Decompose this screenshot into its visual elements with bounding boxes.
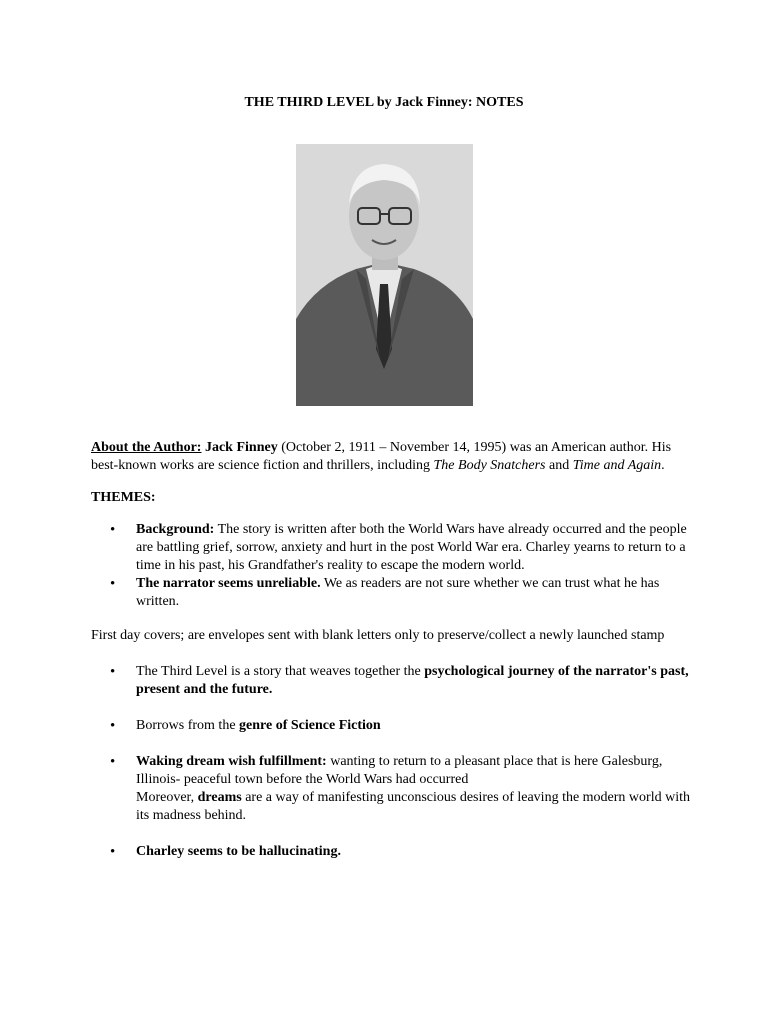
about-text: (October 2, 1911 – November 14, 1995) was an American author. His best-known works are science fiction and thrillers, including [91,440,672,473]
author-portrait [296,144,473,406]
point-bold: dreams [197,790,242,805]
point-text: are a way of manifesting unconscious desires of leaving the modern world with its madness behind. [136,790,690,823]
theme-bold: The narrator seems unreliable. [136,576,321,591]
point-bold: psychological journey of the narrator's past, present and the future. [136,664,689,697]
point-text: The Third Level is a story that weaves together the [136,664,425,679]
theme-text: We as readers are not sure whether we can trust what he has written. [136,576,660,609]
author-portrait-image [296,144,473,406]
theme-bold: Background: [136,522,215,537]
about-and: and [545,458,573,473]
point-item [91,663,691,699]
document-body [91,439,691,861]
themes-heading: THEMES: [91,490,156,505]
point-item [91,717,691,735]
about-author-paragraph [91,439,691,475]
author-name: Jack Finney [204,440,278,455]
point-item [91,843,691,861]
page-title: THE THIRD LEVEL by Jack Finney: NOTES [244,95,524,110]
point-item [91,753,691,825]
point-bold: Waking dream wish fulfillment: [136,754,327,769]
book-title-2: Time and Again [572,458,662,473]
points-list [91,663,691,861]
point-text: Borrows from the [136,718,240,733]
book-title-1: The Body Snatchers [433,458,546,473]
themes-list [91,521,691,611]
point-text: wanting to return to a pleasant place that is here Galesburg, Illinois- peaceful town before the World Wars had occurred [136,754,663,787]
point-bold: Charley seems to be hallucinating. [136,844,341,859]
point-bold: genre of Science Fiction [239,718,381,733]
theme-item [91,521,691,575]
theme-item [91,575,691,611]
about-author-label: About the Author: [91,440,202,455]
theme-text: The story is written after both the World Wars have already occurred and the people are battling grief, sorrow, anxiety and hurt in the post World War era. Charley yearns to return to a time in his past, his Grandfather's reality to escape the modern world. [136,522,687,573]
about-end: . [661,458,665,473]
first-day-covers-paragraph: First day covers; are envelopes sent with blank letters only to preserve/collect a newly launched stamp [91,628,665,643]
point-text: Moreover, [136,790,198,805]
